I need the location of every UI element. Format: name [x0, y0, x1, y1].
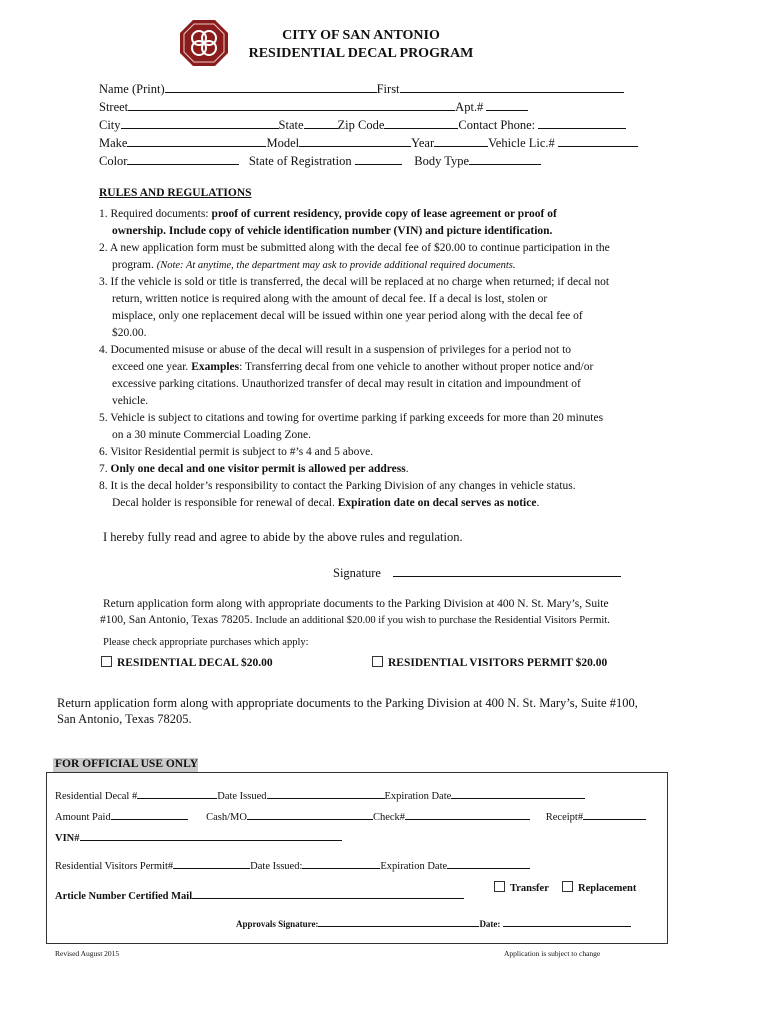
replacement-option[interactable]: [562, 881, 636, 894]
official-row-3: [55, 831, 342, 844]
visitors-permit-num-label: Residential Visitors Permit#: [55, 861, 174, 872]
purchase-option-visitors[interactable]: [372, 656, 607, 669]
replacement-checkbox[interactable]: [562, 881, 573, 892]
subject-to-change: Application is subject to change: [504, 949, 601, 958]
check-num-input[interactable]: [405, 810, 530, 820]
transfer-option[interactable]: [494, 881, 549, 894]
return-text-2-line-2: San Antonio, Texas 78205.: [57, 712, 192, 726]
expiration-date-2-label: Expiration Date: [380, 861, 448, 872]
vehicle-row: [99, 135, 638, 151]
body-type-label: Body Type: [414, 154, 470, 168]
street-input[interactable]: [128, 99, 455, 111]
rule-3-line-3: misplace, only one replacement decal will be issued within one year period along with the decal fee of: [112, 310, 583, 322]
expiration-date-input[interactable]: [451, 789, 585, 799]
street-label: Street: [99, 100, 129, 114]
approvals-signature-input[interactable]: [318, 918, 479, 927]
residential-decal-num-label: Residential Decal #: [55, 791, 138, 802]
rule-7-period: .: [405, 463, 409, 475]
rule-3-line-1: 3. If the vehicle is sold or title is transferred, the decal will be replaced at no charge when returned; if decal not: [99, 276, 610, 288]
revised-date: Revised August 2015: [55, 949, 120, 958]
transfer-label: Transfer: [510, 883, 549, 894]
model-label: Model: [266, 136, 300, 150]
body-type-input[interactable]: [469, 153, 541, 165]
first-label: First: [376, 82, 400, 96]
rule-2-note: (Note: At anytime, the department may ask to provide additional required documents.: [156, 260, 516, 271]
rule-1-text: 1. Required documents:: [99, 208, 212, 220]
approvals-date-label: Date:: [479, 919, 501, 929]
official-use-title: FOR OFFICIAL USE ONLY: [55, 758, 199, 770]
city-row: [99, 117, 626, 133]
rule-4-line-4: vehicle.: [112, 395, 149, 407]
expiration-date-label: Expiration Date: [384, 791, 452, 802]
make-label: Make: [99, 136, 128, 150]
certified-mail-input[interactable]: [192, 889, 464, 899]
visitors-permit-checkbox[interactable]: [372, 656, 383, 667]
visitors-permit-num-input[interactable]: [173, 859, 250, 869]
state-reg-input[interactable]: [355, 153, 402, 165]
residential-decal-num-input[interactable]: [137, 789, 217, 799]
street-row: [99, 99, 528, 115]
rule-5-line-1: 5. Vehicle is subject to citations and towing for overtime parking if parking exceeds for more than 20 minutes: [99, 412, 604, 424]
receipt-input[interactable]: [583, 810, 646, 820]
receipt-label: Receipt#: [545, 812, 584, 823]
name-input[interactable]: [165, 81, 377, 93]
rule-7-bold: Only one decal and one visitor permit is allowed per address: [110, 463, 406, 475]
first-name-input[interactable]: [400, 81, 624, 93]
color-label: Color: [99, 154, 128, 168]
header-title: CITY OF SAN ANTONIO: [282, 28, 440, 43]
date-issued-label: Date Issued: [217, 791, 267, 802]
transfer-checkbox[interactable]: [494, 881, 505, 892]
year-label: Year: [411, 136, 435, 150]
model-input[interactable]: [299, 135, 411, 147]
return-text-1-line-1: Return application form along with appropriate documents to the Parking Division at 400 N. St. Mary’s, Suite: [103, 598, 609, 610]
signature-row: [333, 565, 621, 581]
date-issued-input[interactable]: [267, 789, 385, 799]
color-row: [99, 153, 541, 169]
phone-input[interactable]: [538, 117, 626, 129]
approvals-date-input[interactable]: [503, 918, 631, 927]
return-text-2-line-1: Return application form along with appropriate documents to the Parking Division at 400 N. St. Mary’s, Suite #100,: [57, 696, 638, 710]
rule-8-period: .: [536, 497, 540, 509]
rule-4-text-2: : Transferring decal from one vehicle to another without proper notice and/or: [239, 361, 594, 373]
zip-label: Zip Code: [337, 118, 385, 132]
agreement-text: I hereby fully read and agree to abide by the above rules and regulation.: [103, 530, 463, 544]
official-row-6: [236, 918, 631, 929]
rule-3-line-2: return, written notice is required along with the amount of decal fee. If a decal is lost, stolen or: [112, 293, 548, 305]
state-reg-label: State of Registration: [248, 154, 352, 168]
state-input[interactable]: [304, 117, 338, 129]
rule-8-bold: Expiration date on decal serves as notice: [337, 497, 537, 509]
purchase-option-decal[interactable]: [101, 656, 273, 669]
rule-4-line-1: 4. Documented misuse or abuse of the decal will result in a suspension of privileges for a period not to: [99, 344, 572, 356]
vehicle-lic-label: Vehicle Lic.#: [488, 136, 555, 150]
residential-decal-checkbox[interactable]: [101, 656, 112, 667]
name-row: [99, 81, 624, 97]
rule-2-line-1: 2. A new application form must be submitted along with the decal fee of $20.00 to continue participation in the: [99, 242, 610, 254]
vin-label: VIN#: [55, 833, 80, 844]
rules-title: RULES AND REGULATIONS: [99, 187, 252, 199]
rule-3-line-4: $20.00.: [112, 327, 147, 339]
return-text-1-address: #100, San Antonio, Texas 78205.: [100, 614, 256, 626]
rule-5-line-2: on a 30 minute Commercial Loading Zone.: [112, 429, 311, 441]
rule-8-text: Decal holder is responsible for renewal of decal.: [112, 497, 338, 509]
color-input[interactable]: [127, 153, 239, 165]
approvals-signature-label: Approvals Signature:: [236, 919, 319, 929]
apt-label: Apt.#: [455, 100, 484, 114]
return-text-1-note: Include an additional $20.00 if you wish to purchase the Residential Visitors Permit.: [255, 615, 610, 626]
header-subtitle: RESIDENTIAL DECAL PROGRAM: [248, 46, 474, 61]
vehicle-lic-input[interactable]: [558, 135, 638, 147]
rule-8-line-2: [112, 495, 539, 512]
official-row-5: [55, 889, 464, 902]
rule-2-text: program.: [112, 259, 157, 271]
amount-paid-input[interactable]: [111, 810, 188, 820]
apt-input[interactable]: [486, 99, 528, 111]
return-text-1-line-2: [100, 612, 610, 629]
amount-paid-label: Amount Paid: [55, 812, 111, 823]
rule-7: [99, 461, 409, 478]
state-label: State: [278, 118, 304, 132]
rule-1-bold: proof of current residency, provide copy of lease agreement or proof of: [211, 208, 557, 220]
official-row-1: [55, 789, 585, 802]
rule-6: 6. Visitor Residential permit is subject to #’s 4 and 5 above.: [99, 446, 374, 458]
rule-8-line-1: 8. It is the decal holder’s responsibility to contact the Parking Division of any changes in vehicle status.: [99, 480, 576, 492]
replacement-label: Replacement: [578, 883, 637, 894]
date-issued-2-input[interactable]: [302, 859, 380, 869]
cash-mo-label: Cash/MO: [206, 812, 247, 823]
make-input[interactable]: [127, 135, 266, 147]
zip-input[interactable]: [384, 117, 458, 129]
city-seal-logo: [178, 18, 230, 68]
vin-input[interactable]: [80, 831, 342, 841]
check-prompt: Please check appropriate purchases which apply:: [103, 637, 309, 648]
signature-line[interactable]: [393, 565, 621, 577]
rule-4-line-3: excessive parking citations. Unauthorized transfer of decal may result in citation and impoundment of: [112, 378, 581, 390]
cash-mo-input[interactable]: [247, 810, 373, 820]
rule-4-examples: Examples: [191, 361, 240, 373]
signature-label: Signature: [333, 566, 381, 580]
date-issued-2-label: Date Issued:: [250, 861, 303, 872]
city-label: City: [99, 118, 121, 132]
phone-label: Contact Phone:: [458, 118, 536, 132]
city-input[interactable]: [121, 117, 279, 129]
rule-4-text: exceed one year.: [112, 361, 192, 373]
rule-1-line-1: [99, 206, 557, 223]
expiration-date-2-input[interactable]: [447, 859, 530, 869]
rule-1-bold-2: ownership. Include copy of vehicle identification number (VIN) and picture identification.: [112, 225, 553, 237]
rule-7-number: 7.: [99, 463, 111, 475]
name-label: Name (Print): [99, 82, 165, 96]
residential-decal-label: RESIDENTIAL DECAL $20.00: [117, 657, 273, 669]
rule-1-line-2: [112, 223, 552, 240]
year-input[interactable]: [434, 135, 488, 147]
check-num-label: Check#: [372, 812, 406, 823]
official-row-4: [55, 859, 530, 872]
rule-2-line-2: [112, 257, 516, 274]
rule-4-line-2: [112, 359, 593, 376]
official-row-2: [55, 810, 646, 823]
certified-mail-label: Article Number Certified Mail: [55, 891, 193, 902]
visitors-permit-label: RESIDENTIAL VISITORS PERMIT $20.00: [388, 657, 608, 669]
